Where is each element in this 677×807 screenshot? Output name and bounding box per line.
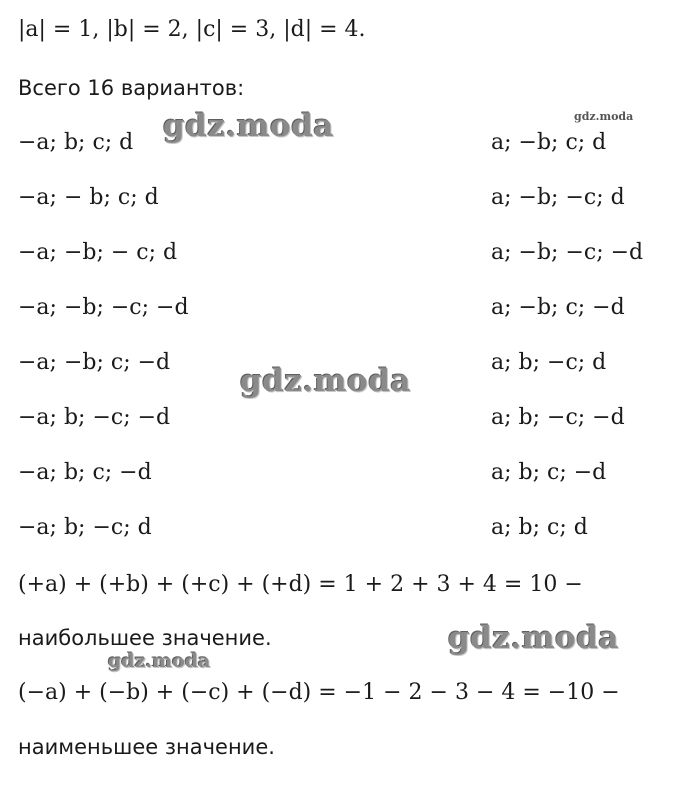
watermark: gdz.moda <box>574 110 634 123</box>
variant-left-1: −a; b; c; d <box>18 130 134 155</box>
min-sum-expression: (−a) + (−b) + (−c) + (−d) = −1 − 2 − 3 − 4 = −10 − <box>18 680 620 705</box>
variant-right-2: a; −b; −c; d <box>491 185 625 210</box>
variant-right-7: a; b; c; −d <box>491 460 607 485</box>
max-sum-label: наибольшее значение. <box>18 626 272 650</box>
watermark: gdz.moda <box>108 650 211 672</box>
variant-right-8: a; b; c; d <box>491 515 588 540</box>
watermark: gdz.moda <box>240 363 411 399</box>
watermark: gdz.moda <box>448 620 619 656</box>
variant-right-1: a; −b; c; d <box>491 130 607 155</box>
variant-right-6: a; b; −c; −d <box>491 405 625 430</box>
abs-values-line: |a| = 1, |b| = 2, |c| = 3, |d| = 4. <box>18 17 366 42</box>
variant-left-7: −a; b; c; −d <box>18 460 152 485</box>
variant-left-4: −a; −b; −c; −d <box>18 295 189 320</box>
variant-left-8: −a; b; −c; d <box>18 515 152 540</box>
watermark: gdz.moda <box>163 108 334 144</box>
min-sum-label: наименьшее значение. <box>18 735 275 759</box>
variant-left-3: −a; −b; − c; d <box>18 240 178 265</box>
max-sum-expression: (+a) + (+b) + (+c) + (+d) = 1 + 2 + 3 + 4 = 10 − <box>18 572 583 597</box>
variant-right-5: a; b; −c; d <box>491 350 607 375</box>
variant-left-6: −a; b; −c; −d <box>18 405 171 430</box>
variant-right-4: a; −b; c; −d <box>491 295 625 320</box>
total-variants-label: Всего 16 вариантов: <box>18 76 245 100</box>
variant-right-3: a; −b; −c; −d <box>491 240 644 265</box>
variant-left-5: −a; −b; c; −d <box>18 350 171 375</box>
variant-left-2: −a; − b; c; d <box>18 185 159 210</box>
